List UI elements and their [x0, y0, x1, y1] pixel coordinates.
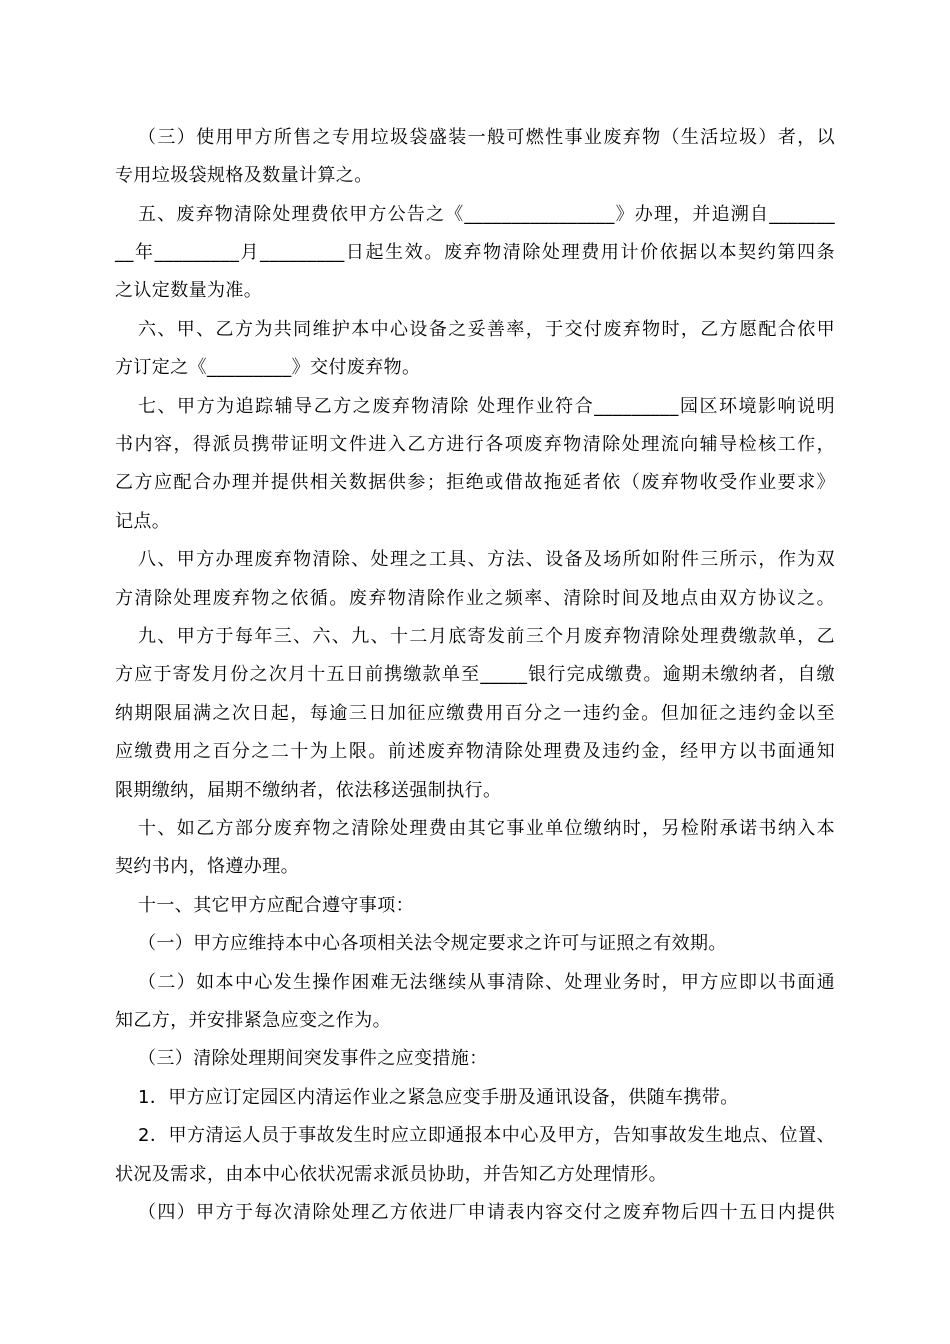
text-line: 九、甲方于每年三、六、九、十二月底寄发前三个月废弃物清除处理费缴款单，乙	[138, 626, 835, 647]
text-line: 十、如乙方部分废弃物之清除处理费由其它事业单位缴纳时，另检附承诺书纳入本	[138, 818, 835, 839]
text-line: 方清除处理废弃物之依循。废弃物清除作业之频率、清除时间及地点由双方协议之。	[115, 588, 835, 609]
text-line: （三）使用甲方所售之专用垃圾袋盛装一般可燃性事业废弃物（生活垃圾）者，以	[138, 127, 835, 148]
text-line: 知乙方，并安排紧急应变之作为。	[115, 1010, 391, 1031]
text-line: 1．甲方应订定园区内清运作业之紧急应变手册及通讯设备，供随车携带。	[138, 1087, 739, 1108]
text-line: 2．甲方清运人员于事故发生时应立即通报本中心及甲方，告知事故发生地点、位置、	[138, 1125, 835, 1146]
text-line: （三）清除处理期间突发事件之应变措施：	[138, 1048, 488, 1069]
text-line: （一）甲方应维持本中心各项相关法令规定要求之许可与证照之有效期。	[138, 933, 727, 954]
text-line: （二）如本中心发生操作困难无法继续从事清除、处理业务时，甲方应即以书面通	[138, 972, 835, 993]
text-line: 之认定数量为准。	[115, 280, 263, 301]
text-line: 方订定之《_________》交付废弃物。	[115, 357, 421, 378]
text-line: 应缴费用之百分之二十为上限。前述废弃物清除处理费及违约金，经甲方以书面通知	[115, 741, 835, 762]
text-line: 方应于寄发月份之次月十五日前携缴款单至_____银行完成缴费。逾期未缴纳者，自缴	[115, 664, 835, 685]
text-line: __年_________月_________日起生效。废弃物清除处理费用计价依据以本契约第四条	[115, 242, 835, 263]
text-line: 限期缴纳，届期不缴纳者，依法移送强制执行。	[115, 780, 502, 801]
text-line: 七、甲方为追踪辅导乙方之废弃物清除 处理作业符合_________园区环境影响说明	[138, 396, 835, 417]
text-line: 书内容，得派员携带证明文件进入乙方进行各项废弃物清除处理流向辅导检核工作，	[115, 434, 835, 455]
text-line: 契约书内，恪遵办理。	[115, 856, 299, 877]
text-line: 乙方应配合办理并提供相关数据供参；拒绝或借故拖延者依（废弃物收受作业要求》	[115, 472, 835, 493]
text-line: 状况及需求，由本中心依状况需求派员协助，并告知乙方处理情形。	[115, 1164, 667, 1185]
text-line: 六、甲、乙方为共同维护本中心设备之妥善率，于交付废弃物时，乙方愿配合依甲	[138, 319, 835, 340]
text-line: 八、甲方办理废弃物清除、处理之工具、方法、设备及场所如附件三所示，作为双	[138, 549, 835, 570]
text-line: 五、废弃物清除处理费依甲方公告之《________________》办理，并追溯自_______	[138, 204, 835, 225]
text-line: 专用垃圾袋规格及数量计算之。	[115, 165, 373, 186]
text-line: （四）甲方于每次清除处理乙方依进厂申请表内容交付之废弃物后四十五日内提供	[138, 1202, 835, 1223]
text-line: 十一、其它甲方应配合遵守事项：	[138, 895, 414, 916]
text-line: 纳期限届满之次日起，每逾三日加征应缴费用百分之一违约金。但加征之违约金以至	[115, 703, 835, 724]
text-line: 记点。	[115, 511, 171, 532]
